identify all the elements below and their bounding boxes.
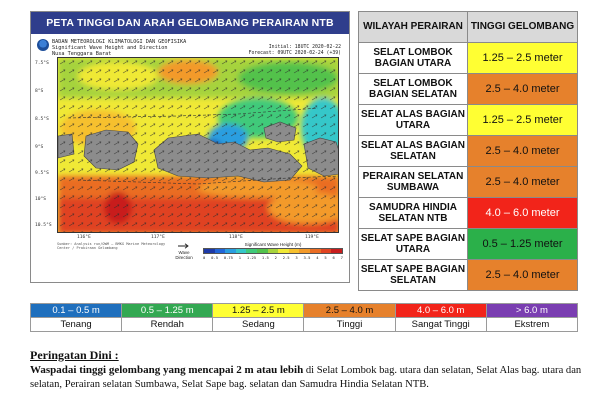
warning-heading: Peringatan Dini : [30, 348, 119, 362]
region-row [359, 167, 578, 198]
region-wave-height: 2.5 – 4.0 meter [468, 74, 578, 105]
colorbar-tick: 5 [324, 255, 327, 260]
lat-label: 10.5°S [35, 223, 52, 228]
map-panel-title: PETA TINGGI DAN ARAH GELOMBANG PERAIRAN NTB [31, 12, 349, 34]
colorbar-swatch [268, 249, 279, 253]
lon-label: 117°E [151, 235, 165, 240]
map-area-line: Nusa Tenggara Barat [52, 51, 112, 58]
wave-category-legend [30, 303, 578, 332]
colorbar-strip [203, 248, 343, 254]
colorbar-tick: 0.5 [211, 255, 218, 260]
map-time-info [249, 45, 341, 57]
region-name: SELAT ALAS BAGIAN SELATAN [359, 136, 468, 167]
colorbar-swatch [321, 249, 332, 253]
legend-range: 0.5 – 1.25 m [122, 304, 213, 318]
region-wave-height: 1.25 – 2.5 meter [468, 43, 578, 74]
colorbar-swatch [257, 249, 268, 253]
region-row [359, 260, 578, 291]
region-name: SELAT ALAS BAGIAN UTARA [359, 105, 468, 136]
colorbar-tick: 2.5 [282, 255, 290, 260]
colorbar-tick: 3 [295, 255, 298, 260]
lat-label: 7.5°S [35, 61, 49, 66]
colorbar-title: Significant Wave Height (m) [244, 242, 302, 247]
lon-label: 119°E [305, 235, 319, 240]
colorbar-tick: 1.25 [246, 255, 257, 260]
colorbar-swatch [289, 249, 300, 253]
colorbar-swatch [331, 249, 342, 253]
region-wave-height: 1.25 – 2.5 meter [468, 105, 578, 136]
region-wave-height: 0.5 – 1.25 meter [468, 229, 578, 260]
legend-category: Ekstrem [486, 318, 577, 332]
region-name: SELAT SAPE BAGIAN UTARA [359, 229, 468, 260]
bmkg-logo-icon [37, 39, 49, 51]
legend-category-row [31, 318, 578, 332]
warning-lead: Waspadai tinggi gelombang yang mencapai 2 m atau lebih [30, 364, 304, 376]
region-row [359, 136, 578, 167]
region-name: SAMUDRA HINDIA SELATAN NTB [359, 198, 468, 229]
lat-label: 10°S [35, 197, 47, 202]
colorbar-tick: 1 [238, 255, 242, 260]
wave-direction-label: Wave Direction [175, 250, 193, 260]
colorbar-swatch [278, 249, 289, 253]
colorbar-swatch [225, 249, 236, 253]
wave-height-colorbar [203, 242, 343, 260]
colorbar-tick: 2 [274, 255, 277, 260]
region-row [359, 43, 578, 74]
region-row [359, 198, 578, 229]
colorbar-swatch [236, 249, 247, 253]
lat-label: 8.5°S [35, 117, 49, 122]
region-table-body [359, 43, 578, 291]
colorbar-tick: 4 [316, 255, 319, 260]
warning-body [30, 363, 610, 392]
legend-category: Tenang [31, 318, 122, 332]
legend-category: Tinggi [304, 318, 395, 332]
map-header-text [52, 39, 186, 58]
header-wave-height: TINGGI GELOMBANG [468, 12, 578, 43]
wave-map-figure [33, 37, 347, 281]
wave-map-panel [30, 11, 350, 283]
map-init-line: Initial: 18UTC 2020-02-22 [268, 45, 341, 50]
colorbar-swatch [204, 249, 215, 253]
region-wave-height: 2.5 – 4.0 meter [468, 167, 578, 198]
colorbar-tick: 0 [203, 255, 206, 260]
colorbar-tick: 0.75 [223, 255, 233, 260]
map-product-line: Significant Wave Height and Direction [52, 45, 168, 52]
colorbar-swatch [299, 249, 310, 253]
lon-label: 118°E [229, 235, 243, 240]
map-org-line: BADAN METEOROLOGI KLIMATOLOGI DAN GEOFISIKA [52, 39, 187, 45]
wave-height-field [58, 58, 339, 233]
region-wave-height: 2.5 – 4.0 meter [468, 136, 578, 167]
legend-category: Rendah [122, 318, 213, 332]
colorbar-swatch [246, 249, 257, 253]
colorbar-tick: 7 [340, 255, 343, 260]
wave-direction-key [171, 243, 197, 260]
header-region: WILAYAH PERAIRAN [359, 12, 468, 43]
colorbar-swatch [310, 249, 321, 253]
region-row [359, 74, 578, 105]
lat-label: 8°S [35, 89, 44, 94]
colorbar-tick: 3.5 [303, 255, 311, 260]
legend-range: > 6.0 m [486, 304, 577, 318]
lat-label: 9°S [35, 145, 44, 150]
colorbar-tick: 1.5 [261, 255, 269, 260]
region-name: SELAT SAPE BAGIAN SELATAN [359, 260, 468, 291]
legend-range-row [31, 304, 578, 318]
legend-range: 2.5 – 4.0 m [304, 304, 395, 318]
wave-height-map [57, 57, 339, 233]
region-name: SELAT LOMBOK BAGIAN UTARA [359, 43, 468, 74]
early-warning [30, 348, 610, 392]
arrow-right-icon [178, 243, 190, 249]
legend-category: Sedang [213, 318, 304, 332]
colorbar-tick: 6 [332, 255, 335, 260]
map-forecast-line: Forecast: 09UTC 2020-02-24 (+39) [248, 51, 341, 56]
legend-category: Sangat Tinggi [395, 318, 486, 332]
colorbar-ticks [203, 255, 343, 260]
region-name: PERAIRAN SELATAN SUMBAWA [359, 167, 468, 198]
legend-range: 0.1 – 0.5 m [31, 304, 122, 318]
lat-label: 9.5°S [35, 171, 49, 176]
map-footer-text: Sumber: Analysis run/OWM — BMKG Marine Meteorology Center / Prakiraan Gelombang [57, 242, 166, 251]
region-row [359, 105, 578, 136]
legend-range: 4.0 – 6.0 m [395, 304, 486, 318]
region-wave-table [358, 11, 578, 291]
region-name: SELAT LOMBOK BAGIAN SELATAN [359, 74, 468, 105]
legend-range: 1.25 – 2.5 m [213, 304, 304, 318]
region-row [359, 229, 578, 260]
lon-label: 116°E [77, 235, 91, 240]
region-wave-height: 2.5 – 4.0 meter [468, 260, 578, 291]
region-wave-height: 4.0 – 6.0 meter [468, 198, 578, 229]
colorbar-swatch [215, 249, 226, 253]
warning-rest: di Selat Lombok bag. utara dan selatan, Selat Alas bag. utara dan selatan, Perairan selatan Sumbawa, Selat Sape bag. selatan dan Samudra Hindia Selatan NTB. [30, 365, 582, 390]
